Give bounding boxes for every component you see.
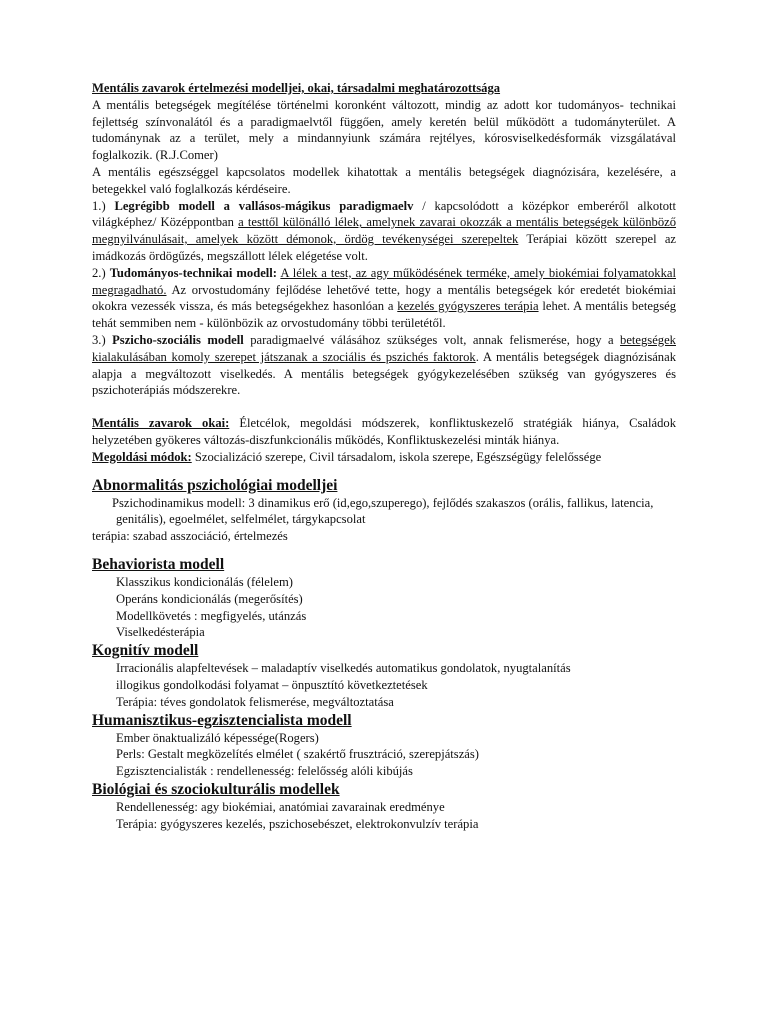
document-title: Mentális zavarok értelmezési modelljei, okai, társadalmi meghatározottsága	[92, 81, 501, 95]
section-heading-biological: Biológiai és szociokulturális modellek	[92, 780, 340, 798]
document-body	[92, 80, 676, 832]
model-2-text-2: lehet. A mentális betegség tehát semmiben nem - különbözik az orvostudomány többi területétől.	[92, 299, 676, 331]
section-behaviorist-line-2: Operáns kondicionálás (megerősítés)	[116, 591, 303, 606]
solutions-paragraph	[92, 449, 676, 466]
intro-paragraph-1: A mentális betegségek megítélése történelmi koronként változott, mindig az adott kor tudományos- technikai fejlettség színvonalától és a paradigmaelvtől függően, amely keretén belül működött a tudományterület. A tudománynak az a terület, mely a mindannyiunk számára rejtélyes, kórosviselkedésformák vizsgálatával foglalkozik. (R.J.Comer)	[92, 97, 676, 163]
section-behaviorist-line-3: Modellkövetés : megfigyelés, utánzás	[116, 608, 307, 623]
model-2-name: Tudományos-technikai modell:	[109, 265, 278, 280]
section-cognitive-line-2: illogikus gondolkodási folyamat – önpusztító következtetések	[116, 677, 428, 692]
model-1-underlined: a testtől különálló lélek, amelynek zavarai okozzák a mentális betegségek különböző megnyilvánulásait, amelyek között démonok, ördög tevékenységei szerepeltek	[92, 215, 677, 247]
section-heading-abnormality: Abnormalitás pszichológiai modelljei	[92, 476, 338, 494]
causes-label: Mentális zavarok okai:	[92, 416, 230, 431]
section-abnormality-therapy: terápia: szabad asszociáció, értelmezés	[92, 529, 288, 544]
model-3-text-1: paradigmaelvé válásához szükséges volt, annak felismerése, hogy a	[243, 332, 621, 347]
solutions-label: Megoldási módok:	[92, 449, 192, 464]
causes-text: Életcélok, megoldási módszerek, konfliktuskezelő stratégiák hiánya, Családok helyzetében gyökeres változás-diszfunkcionális működés, Konfliktuskezelési minták hiánya.	[92, 416, 676, 447]
model-2-underlined-2: kezelés gyógyszeres terápia	[397, 299, 539, 314]
model-3-name: Pszicho-szociális modell	[112, 332, 244, 347]
model-2-number: 2.)	[92, 265, 106, 280]
model-1-text-2: Terápiai között szerepel az imádkozás ördögűzés, megszállott lélek elégetése volt.	[92, 232, 676, 263]
section-heading-humanistic: Humanisztikus-egzisztencialista modell	[92, 711, 352, 729]
model-3-underlined: betegségek kialakulásában komoly szerepet játszanak a szociális és pszichés faktorok	[92, 332, 676, 364]
spacer	[92, 399, 676, 415]
model-1-number: 1.)	[92, 198, 106, 213]
model-3-number: 3.)	[92, 332, 106, 347]
section-heading-behaviorist: Behaviorista modell	[92, 555, 225, 573]
model-1-text-1: / kapcsolódott a középkor emberéről alkotott világképhez/ Középpontban	[92, 198, 677, 230]
model-2-paragraph	[92, 265, 676, 332]
section-humanistic-line-2: Perls: Gestalt megközelítés elmélet ( szakértő frusztráció, szerepjátszás)	[116, 747, 479, 762]
model-2-text-1: Az orvostudomány fejlődése lehetővé tette, hogy a mentális betegségek kór eredetét biokémiai okokra vezessék vissza, és más betegségekhez hasonlóan a	[92, 282, 676, 314]
section-behaviorist-line-1: Klasszikus kondicionálás (félelem)	[116, 574, 293, 589]
section-humanistic-line-3: Egzisztencialisták : rendellenesség: felelősség alóli kibújás	[116, 764, 413, 779]
section-biological-line-1: Rendellenesség: agy biokémiai, anatómiai zavarainak eredménye	[116, 799, 445, 814]
intro-paragraph-2: A mentális egészséggel kapcsolatos modellek kihatottak a mentális betegségek diagnózisára, kezelésére, a betegekkel való foglalkozás kérdéseire.	[92, 164, 676, 196]
section-cognitive-line-1: Irracionális alapfeltevések – maladaptív viselkedés automatikus gondolatok, nyugtalanítás	[116, 661, 571, 676]
model-3-paragraph	[92, 332, 676, 399]
model-3-text-2: . A mentális betegségek diagnózisának alapja a megváltozott viselkedés. A mentális betegségek gyógykezelésében szükség van gyógyszeres és pszichoterápiás módszerekre.	[92, 349, 676, 398]
solutions-text: Szocializáció szerepe, Civil társadalom, iskola szerepe, Egészségügy felelőssége	[191, 449, 602, 464]
model-2-underlined-1: A lélek a test, az agy működésének terméke, amely biokémiai folyamatokkal megragadható.	[92, 265, 676, 297]
section-biological-line-2: Terápia: gyógyszeres kezelés, pszichosebészet, elektrokonvulzív terápia	[116, 816, 479, 831]
section-heading-cognitive: Kognitív modell	[92, 642, 199, 660]
causes-paragraph	[92, 415, 676, 449]
section-behaviorist-line-4: Viselkedésterápia	[116, 625, 205, 640]
section-humanistic-line-1: Ember önaktualizáló képessége(Rogers)	[116, 730, 319, 745]
section-cognitive-line-3: Terápia: téves gondolatok felismerése, megváltoztatása	[116, 694, 394, 709]
model-1-name: Legrégibb modell a vallásos-mágikus paradigmaelv	[114, 198, 414, 213]
section-abnormality-line-1: Pszichodinamikus modell: 3 dinamikus erő (id,ego,szuperego), fejlődés szakaszos (orális, fallikus, latencia, genitális), egoelmélet, selfelmélet, tárgykapcsolat	[112, 495, 654, 527]
model-1-paragraph	[92, 198, 676, 265]
